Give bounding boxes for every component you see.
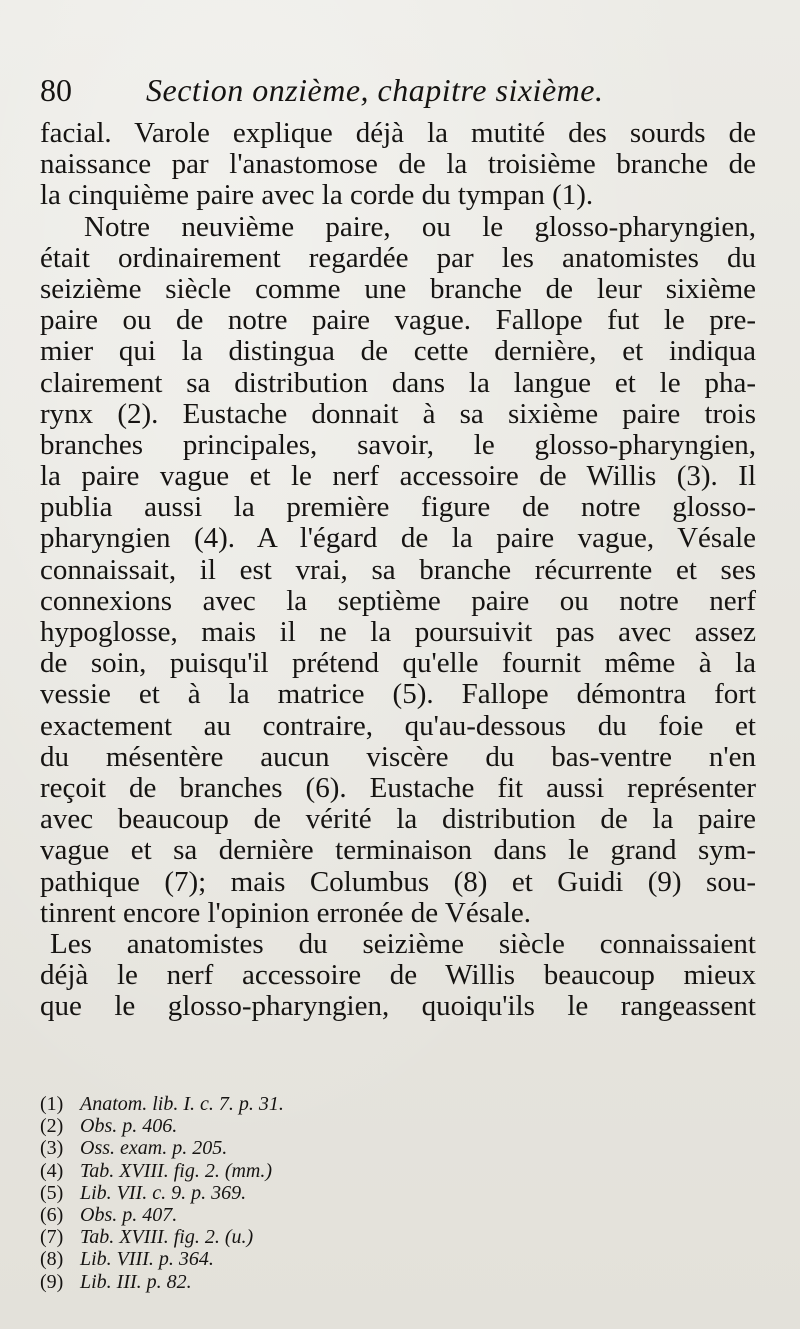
footnote-mark: (8) [40,1248,64,1271]
text-line: pathique (7); mais Columbus (8) et Guidi (9) sou- [40,866,756,898]
footnote-text: Lib. III. p. 82. [80,1270,192,1293]
text-line: que le glosso-pharyngien, quoiqu'ils le rangeassent [40,991,756,1023]
text-line: pharyngien (4). A l'égard de la paire vague, Vésale [40,523,756,555]
text-line: seizième siècle comme une branche de leur sixième [40,273,756,305]
text-line: avec beaucoup de vérité la distribution de la paire [40,804,756,836]
footnotes [40,1093,540,1293]
text-line: reçoit de branches (6). Eustache fit aussi représenter [40,772,756,804]
text-line: du mésentère aucun viscère du bas-ventre n'en [40,741,756,773]
page-number: 80 [40,72,72,108]
text-line: connexions avec la septième paire ou notre nerf [40,585,756,617]
text-line: déjà le nerf accessoire de Willis beaucoup mieux [40,960,756,992]
text-line: vague et sa dernière terminaison dans le grand sym- [40,835,756,867]
footnote-text: Anatom. lib. I. c. 7. p. 31. [80,1093,284,1115]
text-line: mier qui la distingua de cette dernière, et indiqua [40,336,756,368]
footnote-text: Lib. VII. c. 9. p. 369. [80,1181,247,1204]
text-line: la paire vague et le nerf accessoire de Willis (3). Il [40,461,756,493]
footnote-mark: (1) [40,1093,64,1115]
text-line: était ordinairement regardée par les anatomistes du [40,242,756,274]
footnote-text: Tab. XVIII. fig. 2. (mm.) [80,1159,273,1182]
footnote-mark: (6) [40,1203,64,1226]
text-line: connaissait, il est vrai, sa branche récurrente et ses [40,554,756,586]
text-line: exactement au contraire, qu'au-dessous du foie et [40,710,756,742]
footnote [40,1182,540,1204]
text-line: tinrent encore l'opinion erronée de Vésale. [40,897,532,929]
text-line: branches principales, savoir, le glosso-pharyngien, [40,429,756,461]
footnote-mark: (2) [40,1115,64,1138]
footnote-mark: (9) [40,1270,64,1293]
footnote-mark: (5) [40,1181,64,1204]
footnote [40,1204,540,1226]
footnote-text: Oss. exam. p. 205. [80,1137,228,1160]
footnote-text: Obs. p. 407. [80,1203,178,1226]
footnote-mark: (4) [40,1159,64,1182]
text-line: vessie et à la matrice (5). Fallope démontra fort [40,679,756,711]
footnote-mark: (3) [40,1137,64,1160]
footnote-text: Lib. VIII. p. 364. [80,1248,214,1271]
text-line: la cinquième paire avec la corde du tympan (1). [40,180,594,212]
footnote [40,1093,540,1115]
footnote [40,1160,540,1182]
text-line: naissance par l'anastomose de la troisième branche de [40,149,756,181]
running-title: Section onzième, chapitre sixième. [146,72,604,108]
footnote-mark: (7) [40,1226,64,1249]
text-line: hypoglosse, mais il ne la poursuivit pas avec assez [40,617,756,648]
footnote-text: Obs. p. 406. [80,1115,178,1138]
body-text [40,118,756,1022]
paragraph-start-line: Les anatomistes du seizième siècle connaissaient [50,928,756,960]
text-line: clairement sa distribution dans la langue et le pha- [40,367,756,399]
footnote-text: Tab. XVIII. fig. 2. (u.) [80,1226,254,1249]
text-line: publia aussi la première figure de notre glosso- [40,492,756,524]
text-line: facial. Varole explique déjà la mutité des sourds de [40,118,756,149]
footnote [40,1271,540,1293]
footnote [40,1248,540,1270]
footnote [40,1115,540,1137]
text-line: rynx (2). Eustache donnait à sa sixième paire trois [40,398,756,430]
text-line: paire ou de notre paire vague. Fallope fut le pre- [40,305,756,337]
paragraph-start-line: Notre neuvième paire, ou le glosso-pharyngien, [84,211,756,243]
footnote [40,1137,540,1159]
footnote [40,1226,540,1248]
running-head [40,72,760,116]
text-line: de soin, puisqu'il prétend qu'elle fournit même à la [40,648,756,680]
